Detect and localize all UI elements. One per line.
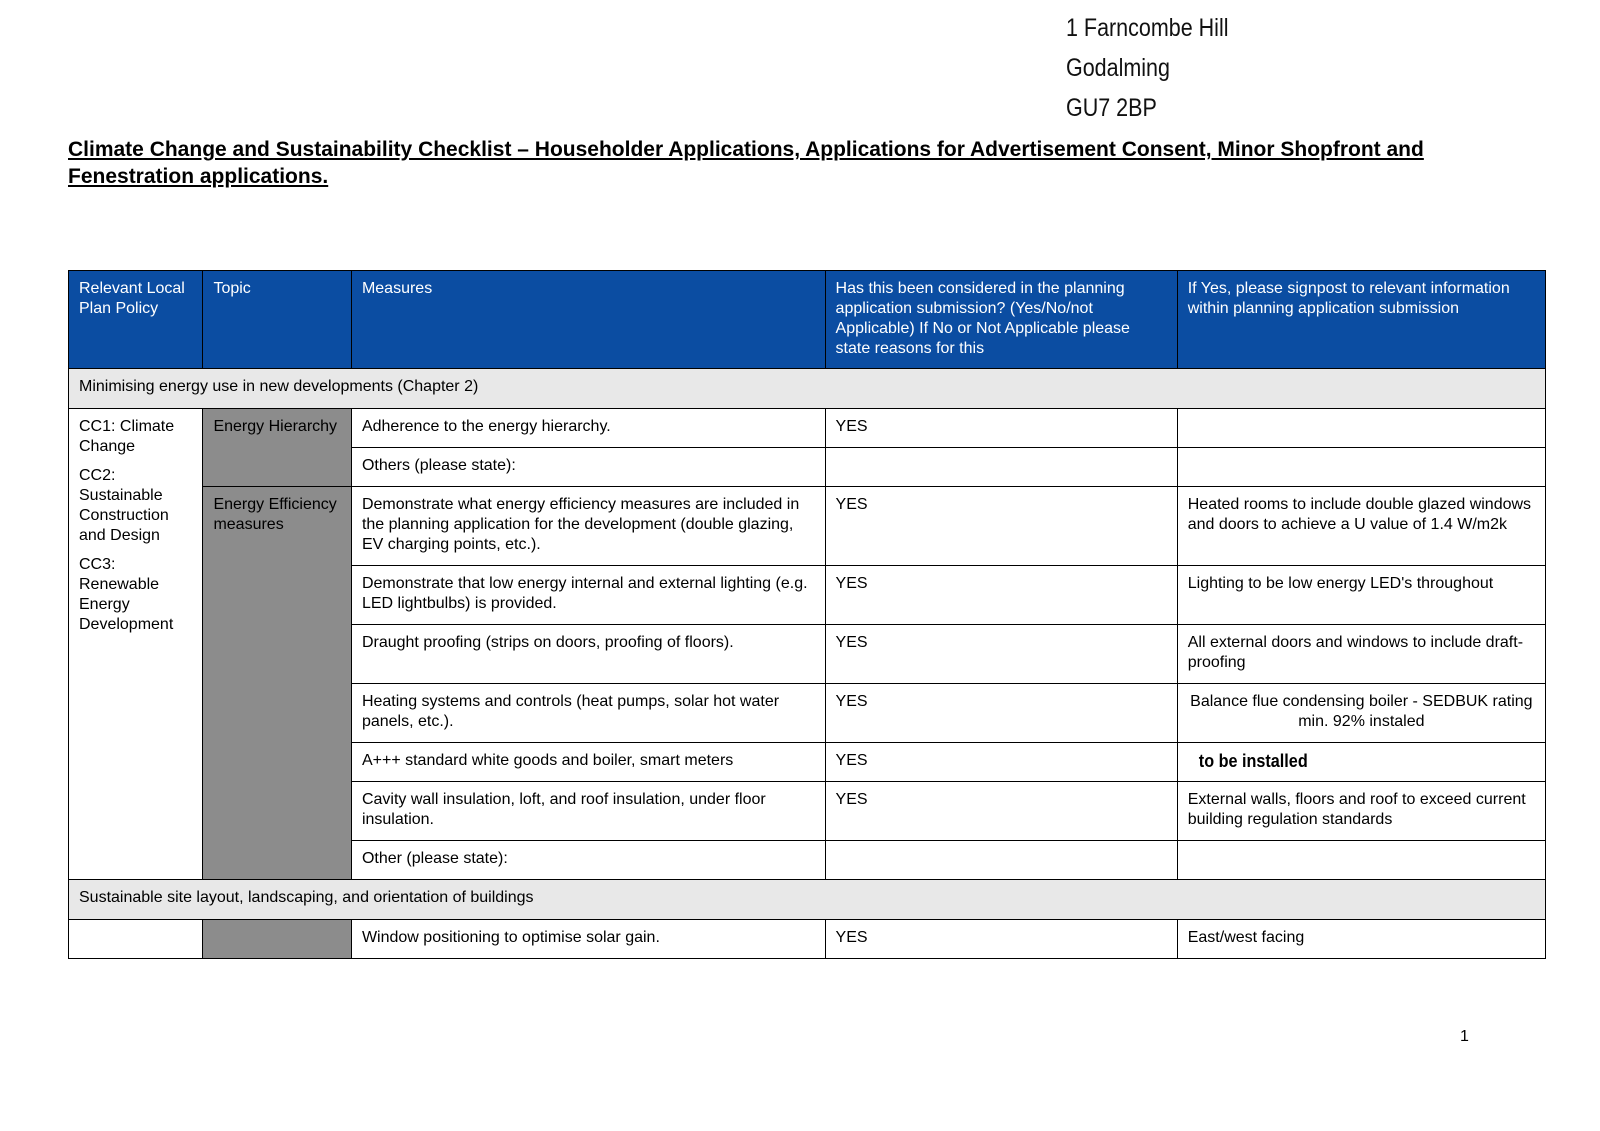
considered-cell: YES — [825, 566, 1177, 625]
topic-energy-hierarchy: Energy Hierarchy — [203, 409, 352, 487]
address-line-1: 1 Farncombe Hill — [1066, 14, 1229, 42]
signpost-cell: Lighting to be low energy LED's throughout — [1177, 566, 1545, 625]
address-line-2: Godalming — [1066, 54, 1170, 82]
section-row — [69, 369, 1546, 409]
measure-cell: Demonstrate that low energy internal and external lighting (e.g. LED lightbulbs) is provided. — [351, 566, 825, 625]
section-heading: Minimising energy use in new developments (Chapter 2) — [69, 369, 1546, 409]
header-policy: Relevant Local Plan Policy — [69, 271, 203, 369]
considered-cell: YES — [825, 920, 1177, 959]
policy-cc3: CC3: Renewable Energy Development — [79, 556, 174, 633]
section-heading: Sustainable site layout, landscaping, and orientation of buildings — [69, 880, 1546, 920]
address-block — [1066, 8, 1228, 128]
policy-cell — [69, 409, 203, 880]
measure-cell: Other (please state): — [351, 841, 825, 880]
signpost-cell: Heated rooms to include double glazed windows and doors to achieve a U value of 1.4 W/m2k — [1177, 487, 1545, 566]
section-row — [69, 880, 1546, 920]
checklist-table — [68, 270, 1546, 959]
signpost-cell — [1177, 743, 1545, 782]
document-title: Climate Change and Sustainability Checklist – Householder Applications, Applications for Advertisement Consent, Minor Shopfront and Fenestration applications. — [68, 138, 1424, 188]
considered-cell: YES — [825, 743, 1177, 782]
signpost-cell: Balance flue condensing boiler - SEDBUK rating min. 92% instaled — [1177, 684, 1545, 743]
considered-cell: YES — [825, 487, 1177, 566]
measure-cell: Demonstrate what energy efficiency measures are included in the planning application for the development (double glazing, EV charging points, etc.). — [351, 487, 825, 566]
considered-cell — [825, 841, 1177, 880]
measure-cell: Others (please state): — [351, 448, 825, 487]
signpost-text: to be installed — [1198, 751, 1308, 771]
considered-cell: YES — [825, 684, 1177, 743]
considered-cell — [825, 448, 1177, 487]
measure-cell: Window positioning to optimise solar gain. — [351, 920, 825, 959]
table-row — [69, 409, 1546, 448]
signpost-cell: East/west facing — [1177, 920, 1545, 959]
signpost-cell: External walls, floors and roof to exceed current building regulation standards — [1177, 782, 1545, 841]
topic-energy-efficiency: Energy Efficiency measures — [203, 487, 352, 880]
measure-cell: A+++ standard white goods and boiler, smart meters — [351, 743, 825, 782]
header-considered: Has this been considered in the planning application submission? (Yes/No/not Applicable) If No or Not Applicable please state reasons for this — [825, 271, 1177, 369]
table-header-row — [69, 271, 1546, 369]
policy-cc2: CC2: Sustainable Construction and Design — [79, 467, 169, 544]
considered-cell: YES — [825, 625, 1177, 684]
signpost-cell: All external doors and windows to include draft-proofing — [1177, 625, 1545, 684]
header-topic: Topic — [203, 271, 352, 369]
policy-cc1: CC1: Climate Change — [79, 418, 175, 455]
measure-cell: Draught proofing (strips on doors, proofing of floors). — [351, 625, 825, 684]
considered-cell: YES — [825, 782, 1177, 841]
measure-cell: Adherence to the energy hierarchy. — [351, 409, 825, 448]
signpost-cell — [1177, 409, 1545, 448]
measure-cell: Cavity wall insulation, loft, and roof insulation, under floor insulation. — [351, 782, 825, 841]
table-row — [69, 487, 1546, 566]
header-signpost: If Yes, please signpost to relevant information within planning application submission — [1177, 271, 1545, 369]
measure-cell: Heating systems and controls (heat pumps, solar hot water panels, etc.). — [351, 684, 825, 743]
considered-cell: YES — [825, 409, 1177, 448]
table-row — [69, 920, 1546, 959]
signpost-cell — [1177, 841, 1545, 880]
page-number: 1 — [1460, 1028, 1469, 1045]
header-measures: Measures — [351, 271, 825, 369]
topic-cell — [203, 920, 352, 959]
policy-cell — [69, 920, 203, 959]
address-line-3: GU7 2BP — [1066, 94, 1157, 122]
signpost-cell — [1177, 448, 1545, 487]
